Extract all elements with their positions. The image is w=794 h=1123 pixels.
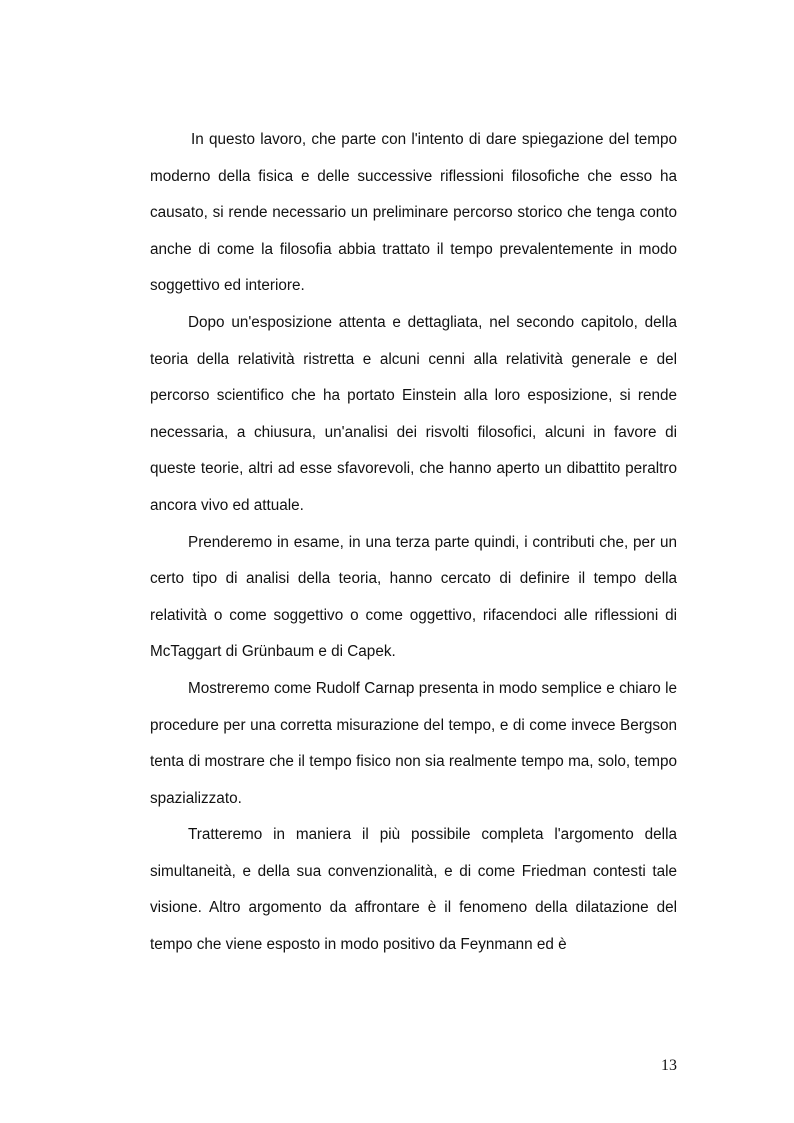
page-number: 13 (661, 1057, 677, 1074)
paragraph-carnap-bergson: Mostreremo come Rudolf Carnap presenta in modo semplice e chiaro le procedure per una corretta misurazione del tempo, e di come invece Bergson tenta di mostrare che il tempo fisico non sia realmente tempo ma, solo, tempo spazializzato. (150, 679, 677, 807)
paragraph-introduction: In questo lavoro, che parte con l'intento di dare spiegazione del tempo moderno della fisica e delle successive riflessioni filosofiche che esso ha causato, si rende necessario un preliminare percorso storico che tenga conto anche di come la filosofia abbia trattato il tempo prevalentemente in modo soggettivo ed interiore. (150, 131, 677, 295)
paragraph-subjective-objective-time: Prenderemo in esame, in una terza parte quindi, i contributi che, per un certo tipo di analisi della teoria, hanno cercato di definire il tempo della relatività o come soggettivo o come oggettivo, rifacendoci alle riflessioni di McTaggart di Grünbaum e di Capek. (150, 533, 677, 661)
paragraph-relativity: Dopo un'esposizione attenta e dettagliata, nel secondo capitolo, della teoria della relatività ristretta e alcuni cenni alla relatività generale e del percorso scientifico che ha portato Einstein alla loro esposizione, si rende necessaria, a chiusura, un'analisi dei risvolti filosofici, alcuni in favore di queste teorie, altri ad esse sfavorevoli, che hanno aperto un dibattito peraltro ancora vivo ed attuale. (150, 313, 677, 514)
paragraph-simultaneity: Tratteremo in maniera il più possibile completa l'argomento della simultaneità, e della sua convenzionalità, e di come Friedman contesti tale visione. Altro argomento da affrontare è il fenomeno della dilatazione del tempo che viene esposto in modo positivo da Feynmann ed è (150, 826, 677, 954)
body-text (150, 122, 677, 964)
